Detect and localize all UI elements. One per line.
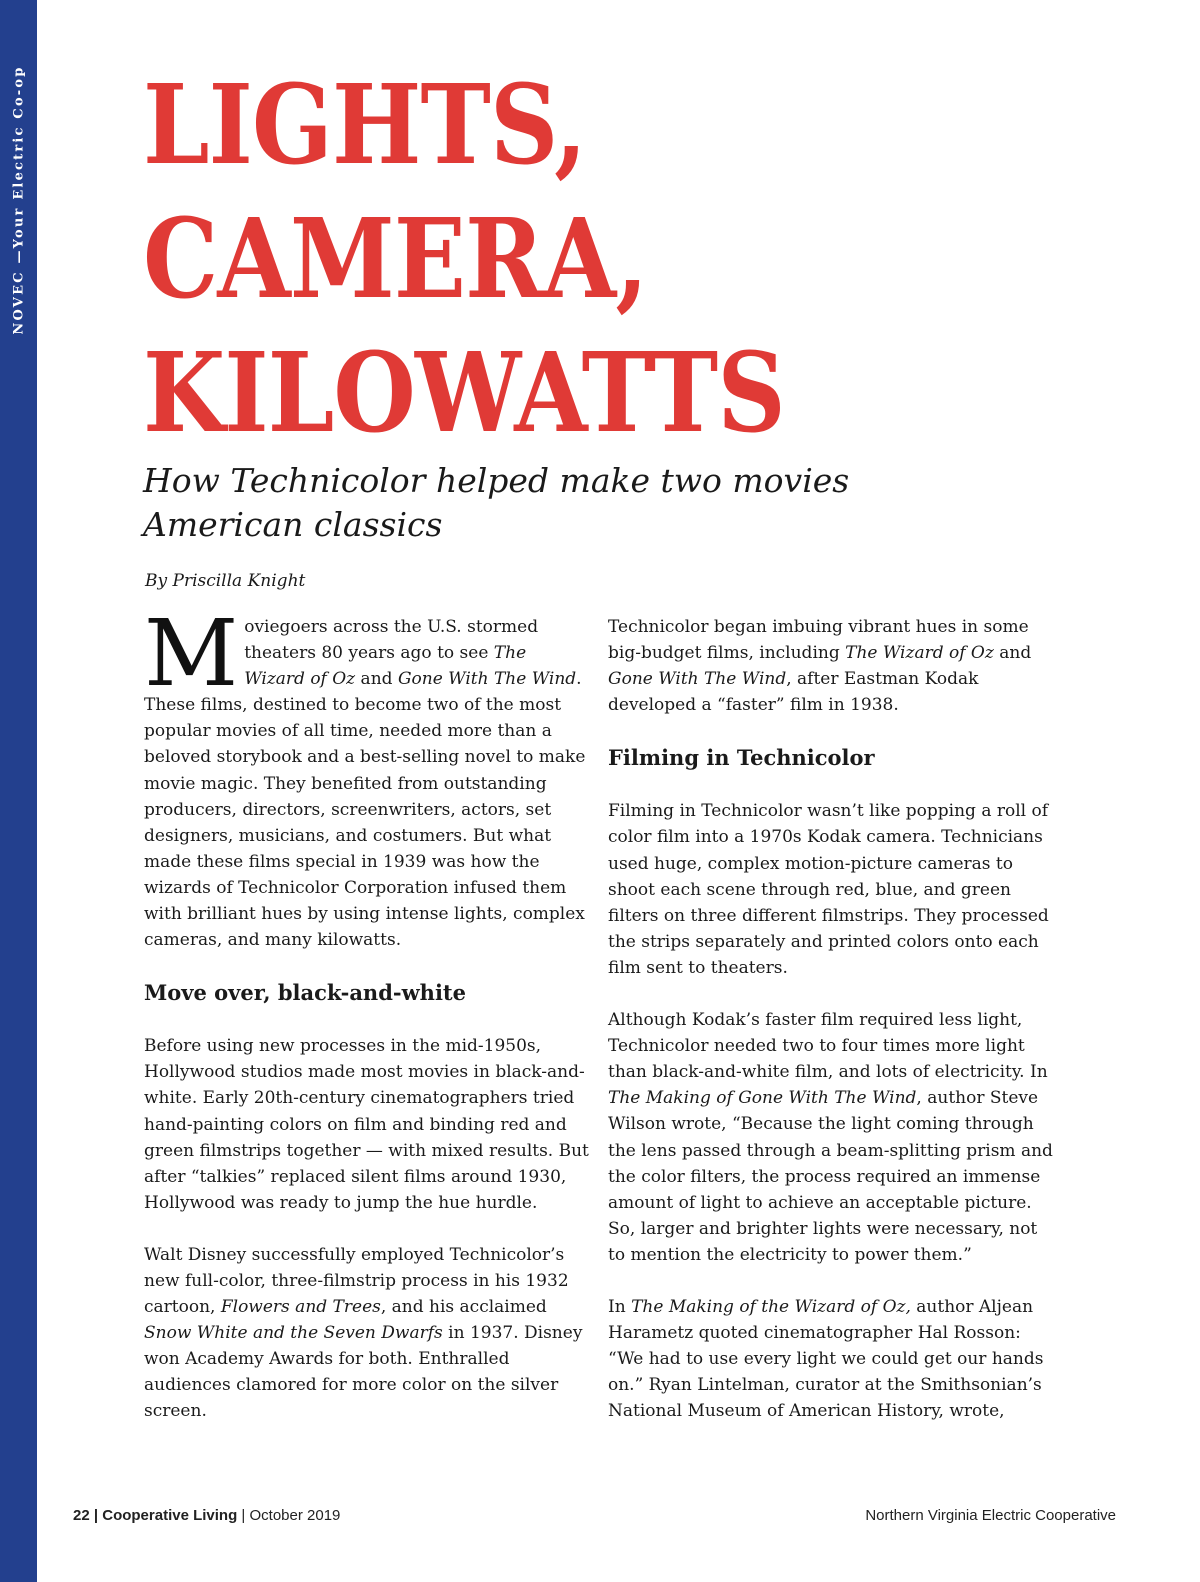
italic-title: The Wizard of Oz — [845, 643, 994, 664]
italic-title: The Making of the Wizard of Oz, — [631, 1296, 911, 1317]
headline-line-3: KILOWATTS — [143, 328, 785, 457]
headline-line-2: CAMERA, — [143, 194, 648, 323]
text-run: Walt Disney successfully employed Technicolor’s new full-color, three-filmstrip process in his 1932 cartoon, — [144, 1244, 569, 1318]
issue-date: October 2019 — [249, 1507, 341, 1524]
italic-title: Gone With The Wind — [397, 669, 577, 690]
text-run: author Aljean Harametz quoted cinematographer Hal Rosson: “We had to use every light we could get our hands on.” Ryan Lintelman, curator at the Smithsonian’s National Museum of American History, wrote, — [608, 1296, 1044, 1422]
subhead-line-1: How Technicolor helped make two movies — [143, 461, 850, 500]
footer-publication-info — [73, 1507, 340, 1524]
text-run: and — [993, 643, 1032, 664]
section-heading: Filming in Technicolor — [608, 745, 875, 771]
footer-separator: | — [237, 1507, 250, 1524]
text-run: and — [355, 669, 398, 690]
text-run: in 1937. Disney won Academy Awards for both. Enthralled audiences clamored for more color on the silver screen. — [144, 1323, 583, 1422]
text-run: oviegoers across the U.S. stormed theaters 80 years ago to see — [244, 617, 539, 664]
headline-line-1: LIGHTS, — [143, 60, 587, 189]
publication-name: Cooperative Living — [102, 1507, 238, 1524]
paragraph — [144, 600, 589, 953]
paragraph — [608, 1294, 1058, 1424]
drop-cap: M — [144, 600, 239, 707]
article-subhead — [143, 459, 903, 547]
footer-separator: | — [89, 1507, 103, 1524]
text-run: Technicolor began imbuing vibrant hues in some big-budget films, including — [608, 617, 1029, 664]
italic-title: The Wizard of Oz — [244, 643, 527, 690]
paragraph — [144, 1242, 589, 1425]
paragraph — [608, 614, 1058, 718]
text-run: Filming in Technicolor wasn’t like popping a roll of color film into a 1970s Kodak camera. Technicians used huge, complex motion-picture cameras to shoot each scene through red, blue, and green filters on three different filmstrips. They processed the strips separately and printed colors onto each film sent to theaters. — [608, 801, 1049, 978]
text-run: , and his acclaimed — [380, 1297, 547, 1318]
right-column — [608, 614, 1058, 1450]
sidebar-label: NOVEC —Your Electric Co-op — [11, 65, 27, 335]
text-run: , author Steve Wilson wrote, “Because the light coming through the lens passed through a beam-splitting prism and the color filters, the process required an immense amount of light to achieve an acceptable picture. So, larger and brighter lights were necessary, not to mention the electricity to power them.” — [608, 1088, 1053, 1265]
italic-title: Flowers and Trees — [220, 1297, 381, 1318]
subhead-line-2: American classics — [143, 505, 443, 544]
page-number: 22 — [73, 1507, 90, 1524]
text-run: In — [608, 1296, 632, 1317]
left-column — [144, 600, 589, 1451]
italic-title: Gone With The Wind — [608, 669, 787, 690]
text-run: . These films, destined to become two of the most popular movies of all time, needed more than a beloved storybook and a best-selling novel to make movie magic. They benefited from outstanding producers, directors, screenwriters, actors, set designers, musicians, and costumers. But what made these films special in 1939 was how the wizards of Technicolor Corporation infused them with brilliant hues by using intense lights, complex cameras, and many kilowatts. — [144, 669, 586, 951]
text-run: , after Eastman Kodak developed a “faster” film in 1938. — [608, 669, 979, 716]
sidebar-stripe — [0, 0, 37, 1582]
article-headline — [143, 58, 1012, 460]
paragraph — [608, 1007, 1058, 1268]
footer-organization: Northern Virginia Electric Cooperative — [865, 1507, 1116, 1524]
text-run: Although Kodak’s faster film required less light, Technicolor needed two to four times more light than black-and-white film, and lots of electricity. In — [608, 1010, 1048, 1083]
byline: By Priscilla Knight — [145, 571, 306, 591]
italic-title: The Making of Gone With The Wind — [608, 1088, 917, 1109]
paragraph — [144, 1033, 589, 1216]
section-heading: Move over, black-and-white — [144, 980, 466, 1006]
text-run: Before using new processes in the mid-1950s, Hollywood studios made most movies in black-and-white. Early 20th-century cinematographers tried hand-painting colors on film and binding red and green filmstrips together — with mixed results. But after “talkies” replaced silent films around 1930, Hollywood was ready to jump the hue hurdle. — [144, 1036, 589, 1213]
paragraph — [608, 798, 1058, 981]
italic-title: Snow White and the Seven Dwarfs — [144, 1323, 443, 1344]
